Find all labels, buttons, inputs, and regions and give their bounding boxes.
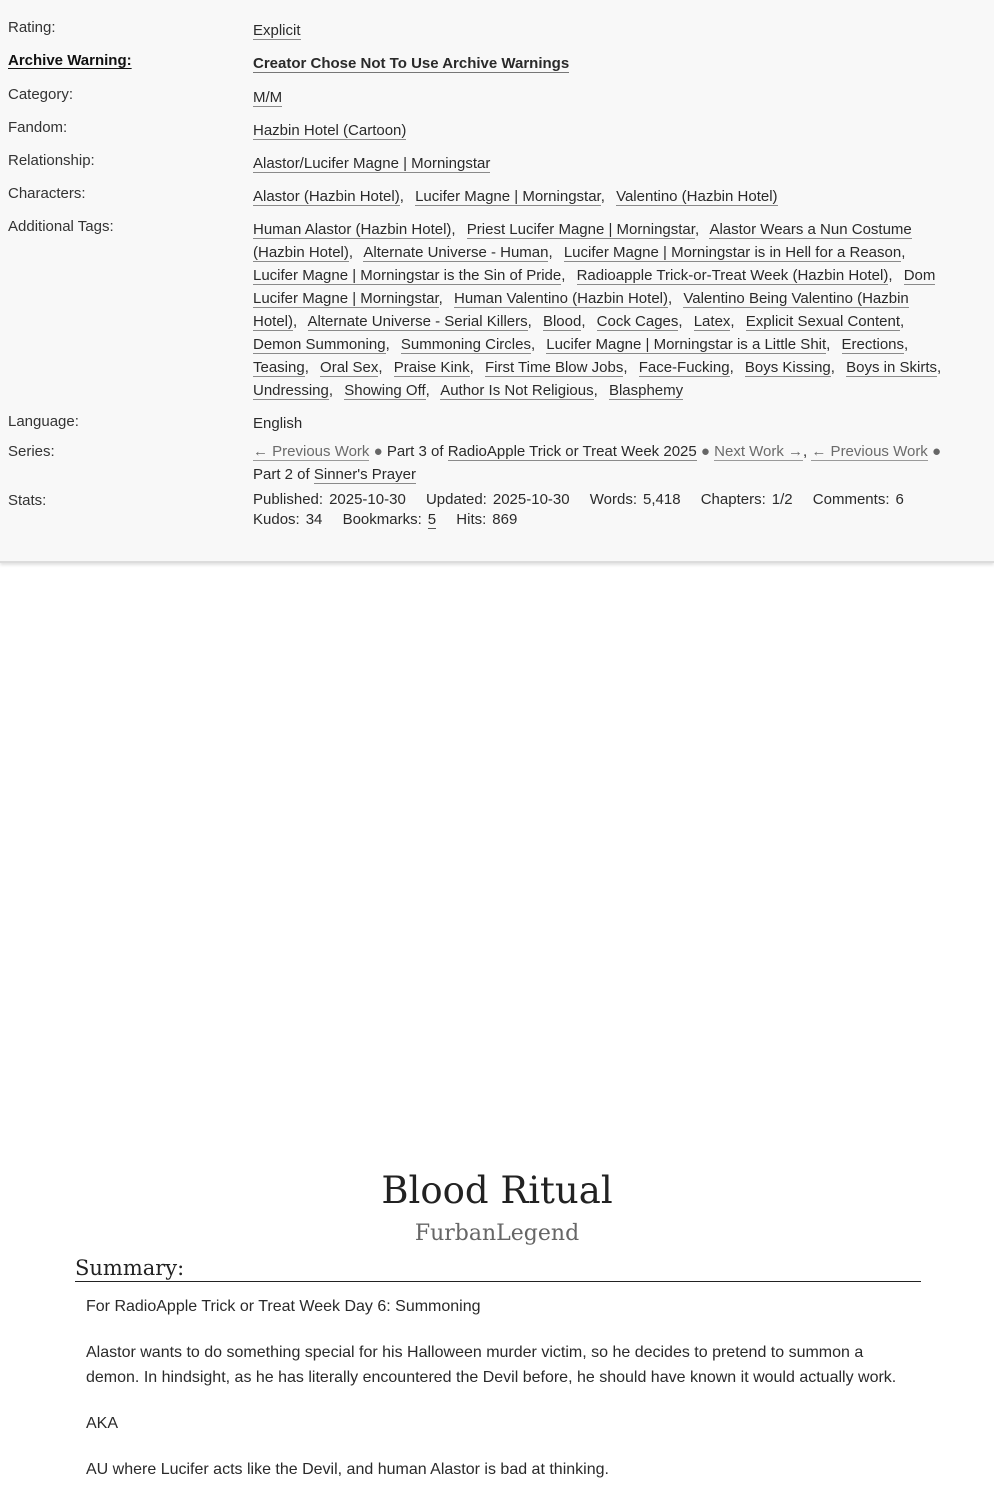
tag-separator: ,: [527, 313, 532, 330]
work-author-link[interactable]: FurbanLegend: [414, 1221, 580, 1246]
stats-label: Stats:: [8, 492, 47, 509]
stat-chapters-key: Chapters:: [700, 491, 766, 508]
additional-tag[interactable]: Latex: [693, 313, 731, 330]
additional-tag[interactable]: Human Alastor (Hazbin Hotel): [253, 221, 452, 238]
tag-separator: ,: [548, 244, 553, 261]
additional-tag[interactable]: Valentino Being Valentino (Hazbin Hotel): [253, 290, 909, 330]
series-bullet: ●: [931, 443, 942, 460]
tag-separator: ,: [385, 336, 390, 353]
additional-tag[interactable]: Summoning Circles: [400, 336, 531, 353]
series-bullet: ●: [700, 443, 710, 460]
series-value: [253, 440, 953, 486]
additional-tag[interactable]: Radioapple Trick-or-Treat Week (Hazbin Hotel): [576, 267, 889, 284]
fandom-label: Fandom:: [8, 119, 68, 136]
summary-paragraph: AKA: [86, 1415, 119, 1432]
tag-separator: ,: [678, 313, 683, 330]
tag-separator: ,: [304, 359, 309, 376]
summary-paragraph: Alastor wants to do something special for his Halloween murder victim, so he decides to pretend to summon a demon. In hindsight, as he has literally encountered the Devil before, he should have known it would actually work.: [86, 1344, 897, 1386]
additional-tag[interactable]: Lucifer Magne | Morningstar is the Sin of Pride: [253, 267, 562, 284]
stat-hits-value: 869: [492, 511, 518, 528]
tag-separator: ,: [888, 267, 893, 284]
series-previous-work-link[interactable]: ← Previous Work: [253, 443, 370, 460]
series-next-work-link[interactable]: Next Work →: [714, 443, 804, 460]
tag-separator: ,: [451, 221, 456, 238]
stat-kudos-key: Kudos:: [253, 511, 300, 528]
series-previous-work-link[interactable]: ← Previous Work: [811, 443, 928, 460]
stat-updated-value: 2025-10-30: [492, 491, 570, 508]
character-tag[interactable]: Alastor (Hazbin Hotel): [253, 188, 400, 205]
stat-bookmarks-key: Bookmarks:: [342, 511, 422, 528]
stat-words-key: Words:: [589, 491, 637, 508]
character-tag[interactable]: Lucifer Magne | Morningstar: [415, 188, 601, 205]
stat-chapters-value: 1/2: [771, 491, 793, 508]
series-part-text: Part 3 of: [386, 443, 444, 460]
additional-tag[interactable]: Human Valentino (Hazbin Hotel): [454, 290, 668, 307]
stat-updated-key: Updated:: [425, 491, 487, 508]
series-name-link[interactable]: Sinner's Prayer: [313, 466, 416, 483]
language-label: Language:: [8, 413, 79, 430]
warning-tag[interactable]: Creator Chose Not To Use Archive Warnings: [253, 55, 570, 72]
tag-separator: ,: [830, 359, 835, 376]
additional-tag[interactable]: Lucifer Magne | Morningstar is in Hell for a Reason: [563, 244, 902, 261]
series-bullet: ●: [373, 443, 383, 460]
additional-tag[interactable]: Face-Fucking: [638, 359, 730, 376]
additional-tag[interactable]: Teasing: [253, 359, 305, 376]
series-name-link[interactable]: RadioApple Trick or Treat Week 2025: [447, 443, 697, 460]
stat-comments-key: Comments:: [812, 491, 890, 508]
additional-tag[interactable]: Cock Cages: [596, 313, 679, 330]
tag-separator: ,: [293, 313, 298, 330]
stat-words-value: 5,418: [643, 491, 681, 508]
stat-kudos-value: 34: [305, 511, 323, 528]
tag-separator: ,: [600, 188, 605, 205]
additional-tag[interactable]: Oral Sex: [320, 359, 379, 376]
category-tag[interactable]: M/M: [253, 89, 283, 106]
fandom-tag[interactable]: Hazbin Hotel (Cartoon): [253, 122, 407, 139]
additional-tag[interactable]: Blasphemy: [608, 382, 684, 399]
tag-separator: ,: [900, 313, 905, 330]
tag-separator: ,: [694, 221, 700, 238]
work-meta-panel: [0, 0, 994, 563]
series-label: Series:: [8, 443, 55, 460]
additional-tag[interactable]: Demon Summoning: [253, 336, 386, 353]
stat-bookmarks-link[interactable]: 5: [427, 511, 437, 528]
additional-tags-label: Additional Tags:: [8, 218, 114, 235]
rating-tag[interactable]: Explicit: [253, 22, 301, 39]
additional-tag[interactable]: Undressing: [253, 382, 329, 399]
characters-list: [253, 185, 953, 208]
warning-label[interactable]: Archive Warning:: [8, 52, 132, 69]
category-label: Category:: [8, 86, 74, 103]
additional-tag[interactable]: Author Is Not Religious: [440, 382, 594, 399]
additional-tag[interactable]: Lucifer Magne | Morningstar is a Little Shit: [546, 336, 827, 353]
tag-separator: ,: [729, 359, 734, 376]
summary-paragraph: For RadioApple Trick or Treat Week Day 6: Summoning: [86, 1298, 481, 1315]
tag-separator: ,: [826, 336, 831, 353]
tag-separator: ,: [425, 382, 430, 399]
additional-tag[interactable]: Alternate Universe - Serial Killers: [307, 313, 528, 330]
tag-separator: ,: [561, 267, 566, 284]
additional-tag[interactable]: Alternate Universe - Human: [363, 244, 549, 261]
tag-separator: ,: [530, 336, 536, 353]
tag-separator: ,: [623, 359, 628, 376]
tag-separator: ,: [581, 313, 586, 330]
additional-tag[interactable]: Alastor Wears a Nun Costume (Hazbin Hotel): [253, 221, 912, 261]
tag-separator: ,: [904, 336, 909, 353]
character-tag[interactable]: Valentino (Hazbin Hotel): [616, 188, 778, 205]
additional-tag[interactable]: Priest Lucifer Magne | Morningstar: [466, 221, 695, 238]
stat-published-key: Published:: [253, 491, 324, 508]
stat-hits-key: Hits:: [456, 511, 487, 528]
series-part-text: Part 2 of: [253, 466, 310, 483]
tag-separator: ,: [901, 244, 906, 261]
rating-label: Rating:: [8, 19, 56, 36]
stat-published-value: 2025-10-30: [329, 491, 406, 508]
tag-separator: ,: [936, 359, 942, 376]
work-title: Blood Ritual: [381, 1169, 613, 1212]
tag-separator: ,: [469, 359, 474, 376]
series-comma: ,: [803, 443, 808, 460]
tag-separator: ,: [668, 290, 673, 307]
tag-separator: ,: [438, 290, 443, 307]
stats-list: [253, 490, 953, 530]
summary-paragraph: AU where Lucifer acts like the Devil, and human Alastor is bad at thinking.: [86, 1461, 609, 1478]
additional-tags-list: [253, 218, 953, 402]
additional-tag[interactable]: Showing Off: [344, 382, 426, 399]
relationship-label: Relationship:: [8, 152, 95, 169]
additional-tag[interactable]: Boys in Skirts: [846, 359, 937, 376]
additional-tag[interactable]: First Time Blow Jobs: [484, 359, 624, 376]
stat-comments-value: 6: [895, 491, 904, 508]
language-value: English: [253, 415, 303, 432]
tag-separator: ,: [328, 382, 334, 399]
characters-label: Characters:: [8, 185, 86, 202]
additional-tag[interactable]: Dom Lucifer Magne | Morningstar: [253, 267, 936, 307]
tag-separator: ,: [593, 382, 598, 399]
relationship-tag[interactable]: Alastor/Lucifer Magne | Morningstar: [253, 155, 491, 172]
tag-separator: ,: [378, 359, 383, 376]
tag-separator: ,: [399, 188, 404, 205]
additional-tag[interactable]: Boys Kissing: [744, 359, 831, 376]
tag-separator: ,: [730, 313, 735, 330]
additional-tag[interactable]: Praise Kink: [393, 359, 470, 376]
additional-tag[interactable]: Blood: [542, 313, 582, 330]
additional-tag[interactable]: Erections: [841, 336, 905, 353]
additional-tag[interactable]: Explicit Sexual Content: [745, 313, 901, 330]
summary-heading: Summary:: [75, 1255, 921, 1282]
summary-body: [86, 1294, 906, 1503]
tag-separator: ,: [348, 244, 354, 261]
